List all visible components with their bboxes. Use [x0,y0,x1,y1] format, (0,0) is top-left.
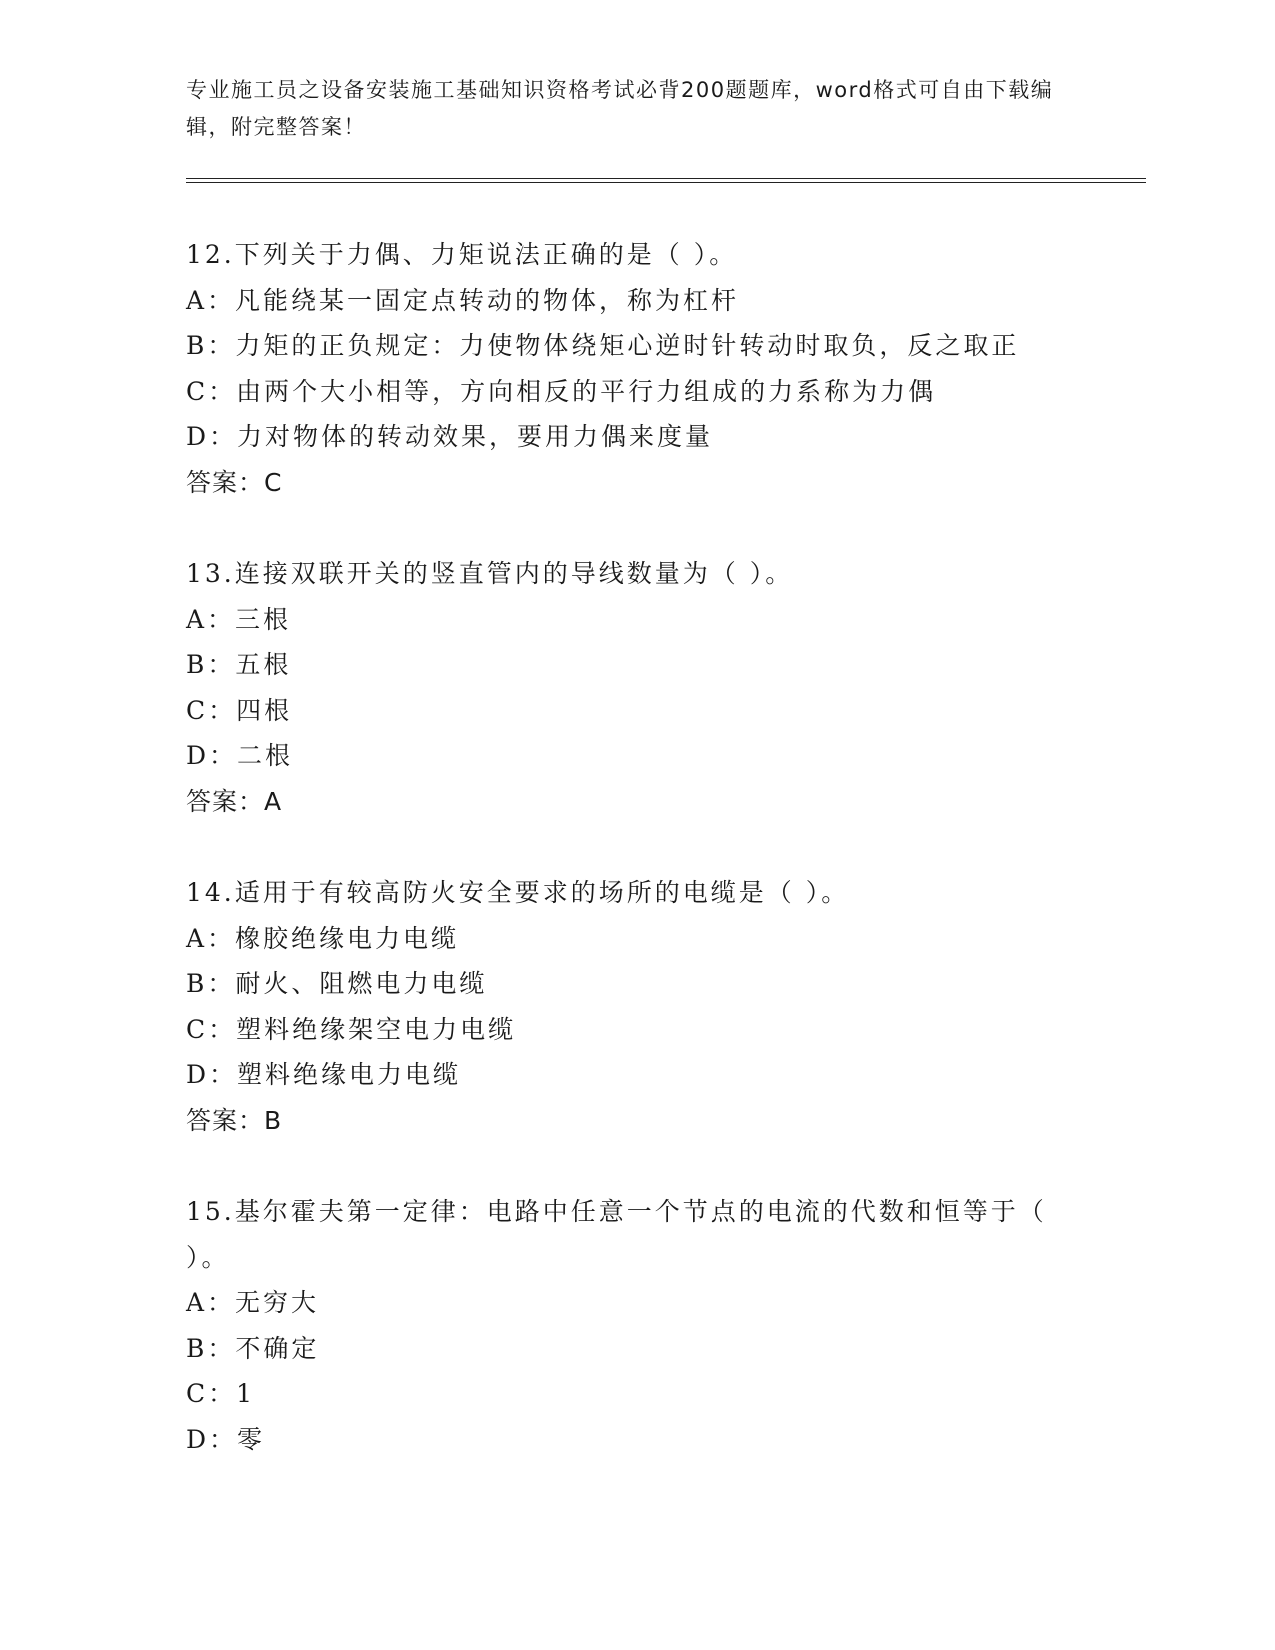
question-stem: 15.基尔霍夫第一定律：电路中任意一个节点的电流的代数和恒等于（ ）。 [186,1197,1047,1272]
option-b: B：耐火、阻燃电力电缆 [186,969,488,998]
option-d: D：零 [186,1424,266,1454]
option-c: C：塑料绝缘架空电力电缆 [186,1014,517,1044]
option-b: B：不确定 [186,1333,320,1363]
question-13 [186,551,1086,824]
question-15 [186,1189,1086,1462]
question-stem: 14.适用于有较高防火安全要求的场所的电缆是（ ）。 [186,878,850,907]
question-stem: 13.连接双联开关的竖直管内的导线数量为（ ）。 [186,559,794,588]
answer: 答案：A [186,786,283,816]
option-a: A：橡胶绝缘电力电缆 [186,923,460,953]
option-a: A：无穷大 [186,1288,320,1317]
option-d: D：二根 [186,741,294,770]
question-14 [186,870,1086,1143]
header-divider-bottom [186,182,1146,183]
option-c: C：四根 [186,695,293,725]
option-d: D：力对物体的转动效果，要用力偶来度量 [186,422,714,451]
header-divider-top [186,178,1146,179]
option-a: A：凡能绕某一固定点转动的物体，称为杠杆 [186,285,740,315]
option-a: A：三根 [186,604,292,634]
option-c: C：由两个大小相等，方向相反的平行力组成的力系称为力偶 [186,376,937,406]
answer: 答案：B [186,1105,283,1135]
answer: 答案：C [186,467,283,497]
question-12 [186,232,1086,505]
option-c: C：1 [186,1379,256,1408]
question-stem: 12.下列关于力偶、力矩说法正确的是（ ）。 [186,240,738,269]
option-b: B：五根 [186,650,292,679]
option-b: B：力矩的正负规定：力使物体绕矩心逆时针转动时取负，反之取正 [186,331,1020,360]
option-d: D：塑料绝缘电力电缆 [186,1060,462,1089]
document-header: 专业施工员之设备安装施工基础知识资格考试必背200题题库，word格式可自由下载编辑，附完整答案！ [186,78,1054,139]
